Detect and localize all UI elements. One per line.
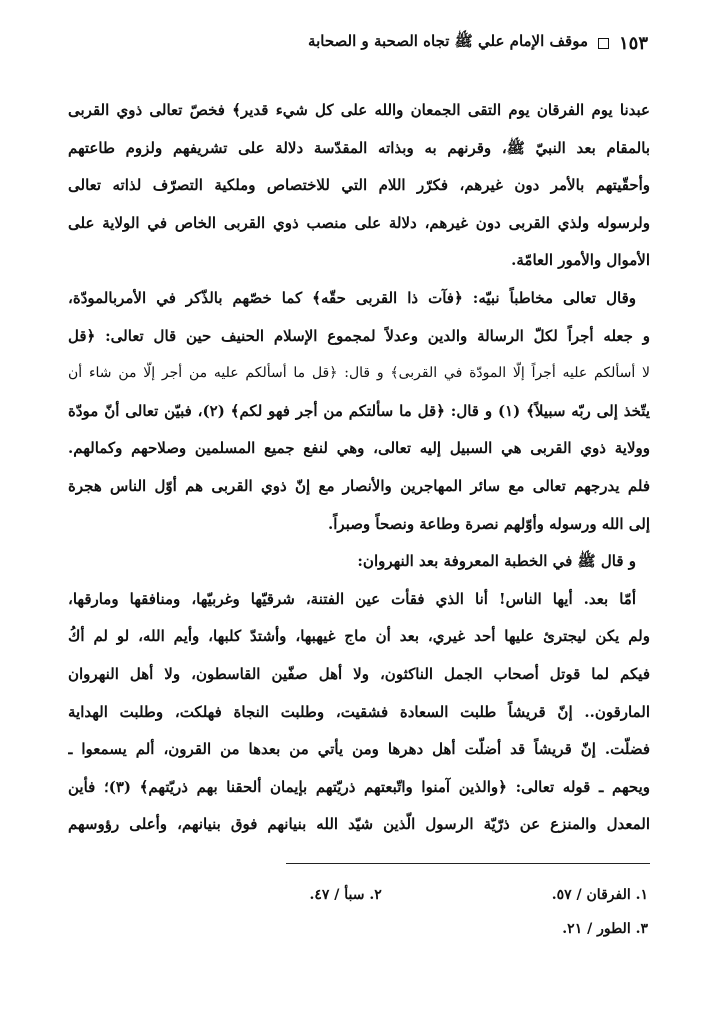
text-line: ويحهم ـ قوله تعالى: ﴿والذين آمنوا واتّبعتهم ذريّتهم بإيمان ألحقنا بهم ذريّتهم﴾ (٣)؛ فأين	[68, 777, 650, 796]
text-line: عبدنا يوم الفرقان يوم التقى الجمعان والله على كل شيء قدير﴾ فخصّ تعالى ذوي القربى	[68, 101, 650, 119]
text-line: المارقون.. إنّ قريشاً طلبت السعادة فشقيت، وطلبت النجاة فهلكت، وطلبت الهداية	[68, 702, 650, 721]
text-line: المعدل والمنزع عن ذرّيّة الرسول الّذين شيّد الله بنيانهم فوق بنيانهم، وأعلى رؤوسهم	[68, 815, 650, 834]
text-line: وقال تعالى مخاطباً نبيّه: ﴿فآت ذا القربى حقّه﴾ كما خصّهم بالذّكر في الأمربالمودّة،	[68, 288, 636, 307]
text-line: فلم يدرجهم تعالى مع سائر المهاجرين والأنصار مع إنّ ذوي القربى هم أوّل الناس هجرة	[68, 476, 650, 495]
footnote-divider	[286, 863, 650, 864]
text-line: يتّخذ إلى ربّه سبيلاً﴾ (١) و قال: ﴿قل ما سألتكم من أجر فهو لكم﴾ (٢)، فبيّن تعالى أنّ مودّة	[68, 401, 650, 420]
text-line: ولرسوله ولذي القربى دون غيرهم، دلالة على منصب ذوي القربى الخاص في الولاية على	[68, 213, 650, 232]
running-header	[70, 30, 648, 56]
text-line: وولاية ذوي القربى هي السبيل إليه تعالى، وهي لنفع جميع المسلمين وصلاحهم وكمالهم.	[68, 439, 650, 458]
text-line: ولم يكن ليجترئ عليها أحد غيري، بعد أن ماج غيهبها، وأشتدّ كلبها، وأيم الله، لو لم أكُ	[68, 627, 650, 646]
text-line: لا أسألكم عليه أجراً إلّا المودّة في القربى﴾ و قال: ﴿قل ما أسألكم عليه من أجر إلّا من شاء أن	[68, 365, 650, 382]
text-line: الأموال والأمور العامّة.	[511, 251, 650, 270]
text-line: وأحقّيتهم بالأمر دون غيرهم، فكرّر اللام التي للاختصاص وملكية التصرّف لذاته تعالى	[68, 176, 650, 195]
footnotes	[120, 878, 648, 946]
text-line: و جعله أجراً لكلّ الرسالة والدين وعدلاً لمجموع الإسلام الحنيف حين قال تعالى: ﴿قل	[68, 326, 650, 345]
header-square-icon	[598, 38, 609, 49]
footnote-1: ١. الفرقان / ٥٧.	[551, 887, 648, 903]
text-line: و قال ﷺ في الخطبة المعروفة بعد النهروان:	[357, 552, 636, 571]
text-line: إلى الله ورسوله وأوّلهم نصرة وطاعة ونصحاً وصبراً.	[328, 514, 650, 533]
header-title: موقف الإمام علي ﷺ تجاه الصحبة و الصحابة	[308, 32, 588, 50]
page-number: ١٥٣	[618, 32, 648, 54]
text-line: أمّا بعد. أيها الناس! أنا الذي فقأت عين الفتنة، شرقيّها وغربيّها، ومنافقها ومارقها،	[68, 589, 636, 608]
footnote-row	[120, 912, 648, 946]
body-text	[68, 92, 650, 844]
text-line: فضلّت. إنّ قريشاً قد أضلّت أهل دهرها ومن يأتي من بعدها من القرون، ألم يسمعوا ـ	[68, 740, 650, 759]
text-line: بالمقام بعد النبيّ ﷺ، وقرنهم به وبذاته المقدّسة دلالة على تشريفهم ولزوم طاعتهم	[68, 138, 650, 157]
text-line: فيكم لما قوتل أصحاب الجمل الناكثون، ولا أهل صفّين القاسطون، ولا أهل النهروان	[68, 664, 650, 683]
footnote-2: ٢. سبأ / ٤٧.	[309, 887, 382, 903]
footnote-row	[120, 878, 648, 912]
footnote-3: ٣. الطور / ٢١.	[562, 921, 648, 937]
